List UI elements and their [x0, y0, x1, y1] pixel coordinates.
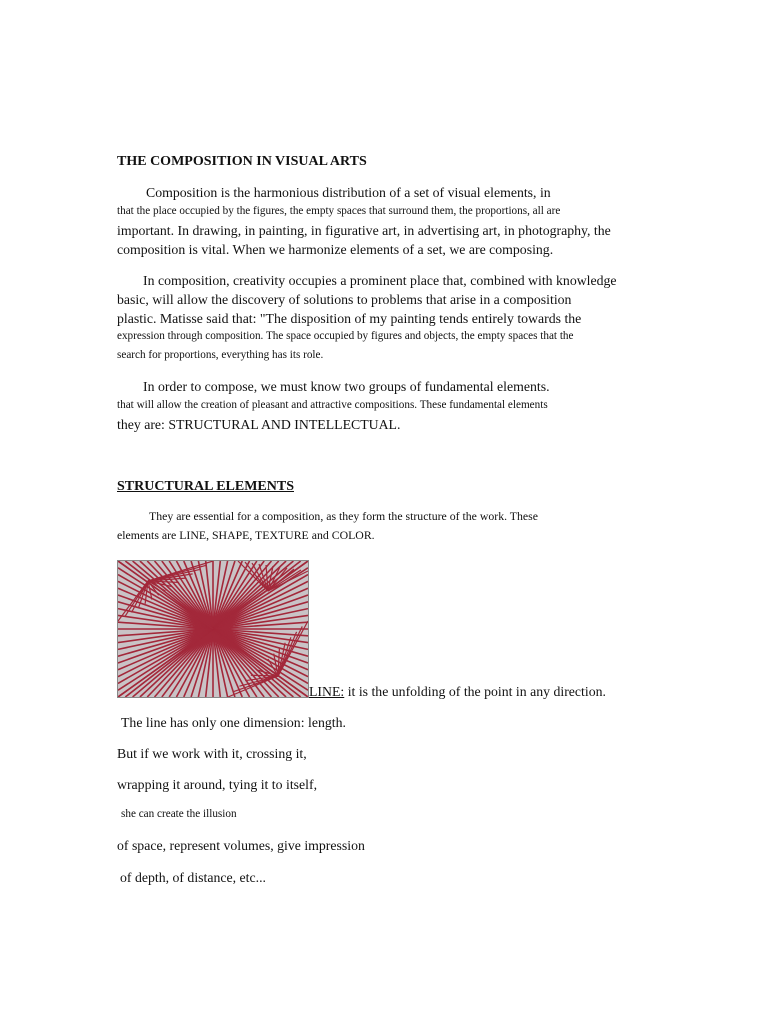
line-desc: of space, represent volumes, give impression	[117, 838, 365, 853]
line-desc: she can create the illusion	[121, 808, 237, 820]
line-art-image	[117, 560, 309, 698]
line-desc: The line has only one dimension: length.	[121, 715, 346, 730]
section-heading: STRUCTURAL ELEMENTS	[117, 479, 294, 494]
line-text: it is the unfolding of the point in any direction.	[344, 684, 606, 699]
paragraph-line: plastic. Matisse said that: "The disposition of my painting tends entirely towards the	[117, 311, 582, 326]
line-desc: But if we work with it, crossing it,	[117, 746, 307, 761]
paragraph-line: In composition, creativity occupies a prominent place that, combined with knowledge	[143, 273, 617, 288]
line-label: LINE:	[309, 684, 345, 699]
paragraph-line: Composition is the harmonious distribution of a set of visual elements, in	[146, 185, 551, 200]
paragraph-line: important. In drawing, in painting, in figurative art, in advertising art, in photography, the	[117, 223, 611, 238]
line-desc: wrapping it around, tying it to itself,	[117, 777, 318, 792]
paragraph-line: elements are LINE, SHAPE, TEXTURE and COLOR.	[117, 528, 375, 542]
paragraph-line: search for proportions, everything has its role.	[117, 349, 324, 361]
paragraph-line: that will allow the creation of pleasant and attractive compositions. These fundamental elements	[117, 399, 548, 411]
paragraph-line: that the place occupied by the figures, the empty spaces that surround them, the proportions, all are	[117, 205, 561, 217]
line-definition	[309, 685, 606, 699]
paragraph-line: basic, will allow the discovery of solutions to problems that arise in a composition	[117, 292, 572, 307]
document-title: THE COMPOSITION IN VISUAL ARTS	[117, 154, 367, 169]
paragraph-line: expression through composition. The space occupied by figures and objects, the empty spaces that the	[117, 330, 574, 342]
paragraph-line: they are: STRUCTURAL AND INTELLECTUAL.	[117, 417, 401, 432]
paragraph-line: composition is vital. When we harmonize elements of a set, we are composing.	[117, 242, 554, 257]
line-desc: of depth, of distance, etc...	[120, 870, 266, 885]
paragraph-line: In order to compose, we must know two groups of fundamental elements.	[143, 379, 550, 394]
paragraph-line: They are essential for a composition, as they form the structure of the work. These	[149, 509, 538, 523]
